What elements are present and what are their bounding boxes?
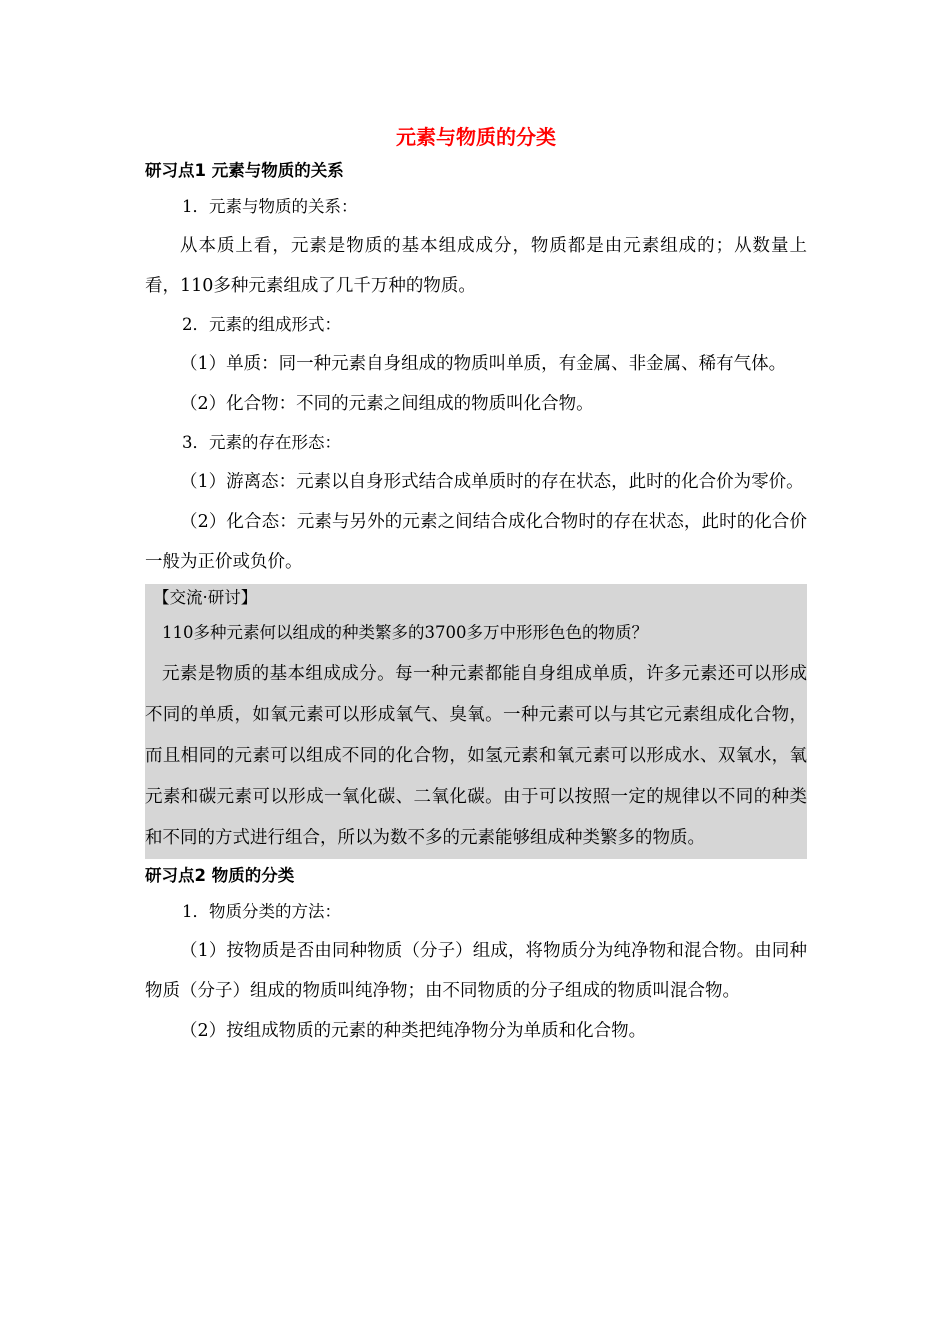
section1-heading: 研习点1 元素与物质的关系	[145, 161, 344, 180]
document-title: 元素与物质的分类	[396, 125, 556, 149]
section2-item1-sub2: （2）按组成物质的元素的种类把纯净物分为单质和化合物。	[180, 1021, 647, 1041]
section1-item3-sub1: （1）游离态：元素以自身形式结合成单质时的存在状态，此时的化合价为零价。	[180, 472, 804, 492]
discussion-box	[145, 584, 807, 859]
section1-item2-sub1: （1）单质：同一种元素自身组成的物质叫单质，有金属、非金属、稀有气体。	[180, 354, 787, 374]
section1-item2-title: 2．元素的组成形式：	[182, 315, 341, 334]
section1-item3-title: 3．元素的存在形态：	[182, 433, 341, 452]
section1-item3-sub2: （2）化合态：元素与另外的元素之间结合成化合物时的存在状态，此时的化合价一般为正价或负价。	[145, 512, 807, 572]
section2-item1-title: 1．物质分类的方法：	[182, 902, 341, 921]
discussion-answer: 元素是物质的基本组成成分。每一种元素都能自身组成单质，许多元素还可以形成不同的单质，如氧元素可以形成氧气、臭氧。一种元素可以与其它元素组成化合物，而且相同的元素可以组成不同的化合物，如氢元素和氧元素可以形成水、双氧水，氧元素和碳元素可以形成一氧化碳、二氧化碳。由于可以按照一定的规律以不同的种类和不同的方式进行组合，所以为数不多的元素能够组成种类繁多的物质。	[145, 664, 807, 848]
discussion-label: 【交流·研讨】	[153, 588, 258, 607]
section1-item1-title: 1．元素与物质的关系：	[182, 197, 358, 216]
section2-item1-sub1: （1）按物质是否由同种物质（分子）组成，将物质分为纯净物和混合物。由同种物质（分子）组成的物质叫纯净物；由不同物质的分子组成的物质叫混合物。	[145, 941, 807, 1001]
section2-heading: 研习点2 物质的分类	[145, 866, 295, 885]
discussion-question: 110多种元素何以组成的种类繁多的3700多万中形形色色的物质？	[162, 623, 648, 642]
section1-item2-sub2: （2）化合物：不同的元素之间组成的物质叫化合物。	[180, 394, 594, 414]
document-page	[145, 120, 807, 1051]
section1-item1-text: 从本质上看，元素是物质的基本组成成分，物质都是由元素组成的；从数量上看，110多种元素组成了几千万种的物质。	[145, 236, 807, 296]
